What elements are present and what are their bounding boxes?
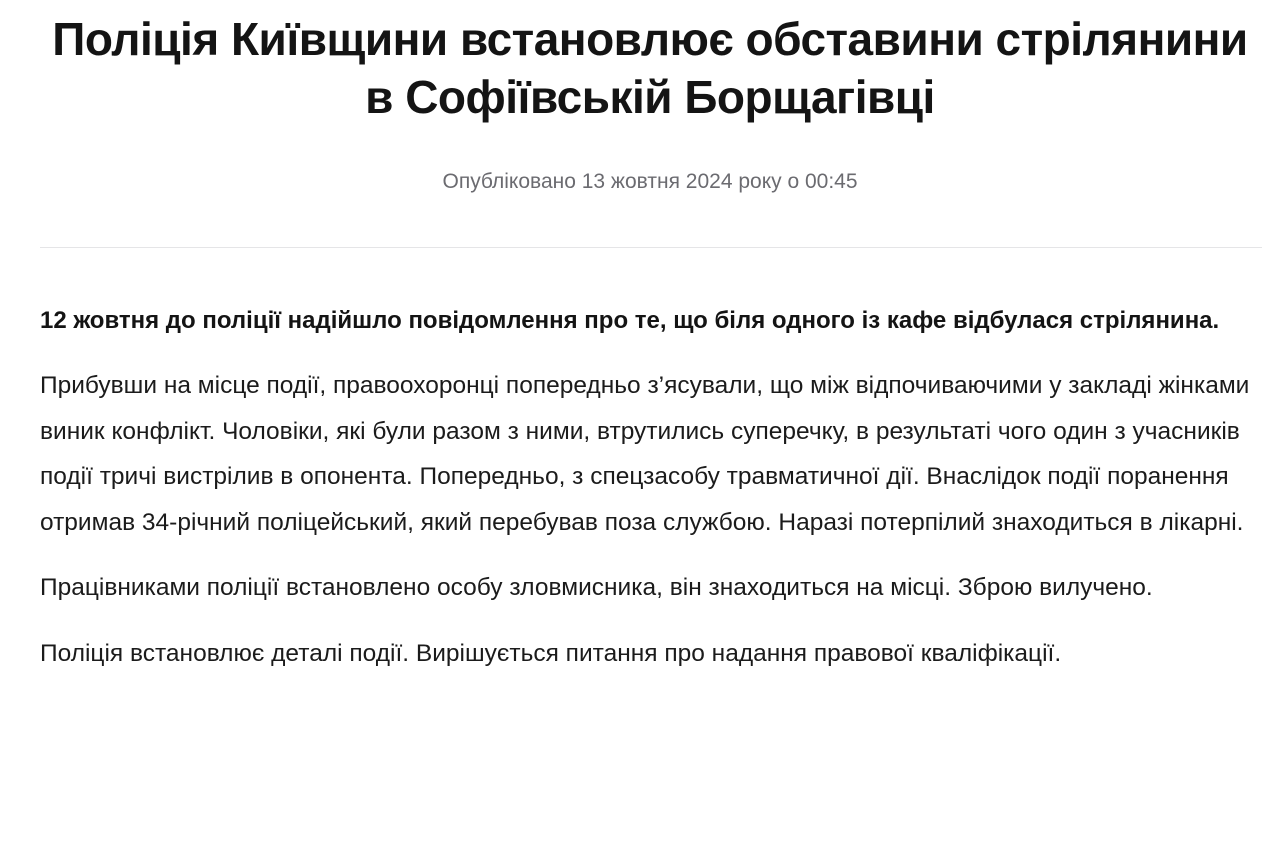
lead-paragraph: 12 жовтня до поліції надійшло повідомлення про те, що біля одного із кафе відбулася стрілянина.: [40, 307, 1220, 334]
body-paragraph-2: Працівниками поліції встановлено особу зловмисника, він знаходиться на місці. Зброю вилучено.: [40, 574, 1153, 601]
body-paragraph-1: Прибувши на місце події, правоохоронці попередньо з’ясували, що між відпочиваючими у закладі жінками виник конфлікт. Чоловіки, які були разом з ними, втрутились суперечку, в результаті чого один з учасників події тричі вистрілив в опонента. Попередньо, з спецзасобу травматичної дії. Внаслідок події поранення отримав 34-річний поліцейський, який перебував поза службою. Наразі потерпілий знаходиться в лікарні.: [40, 372, 1250, 536]
article-body: [40, 298, 1255, 696]
divider: [40, 247, 1262, 248]
body-paragraph-3: Поліція встановлює деталі події. Вирішується питання про надання правової кваліфікації.: [40, 639, 1062, 667]
article-title: Поліція Київщини встановлює обставини стрілянини в Софіївській Борщагівці: [52, 13, 1248, 123]
publish-date: Опубліковано 13 жовтня 2024 року о 00:45: [442, 170, 858, 193]
